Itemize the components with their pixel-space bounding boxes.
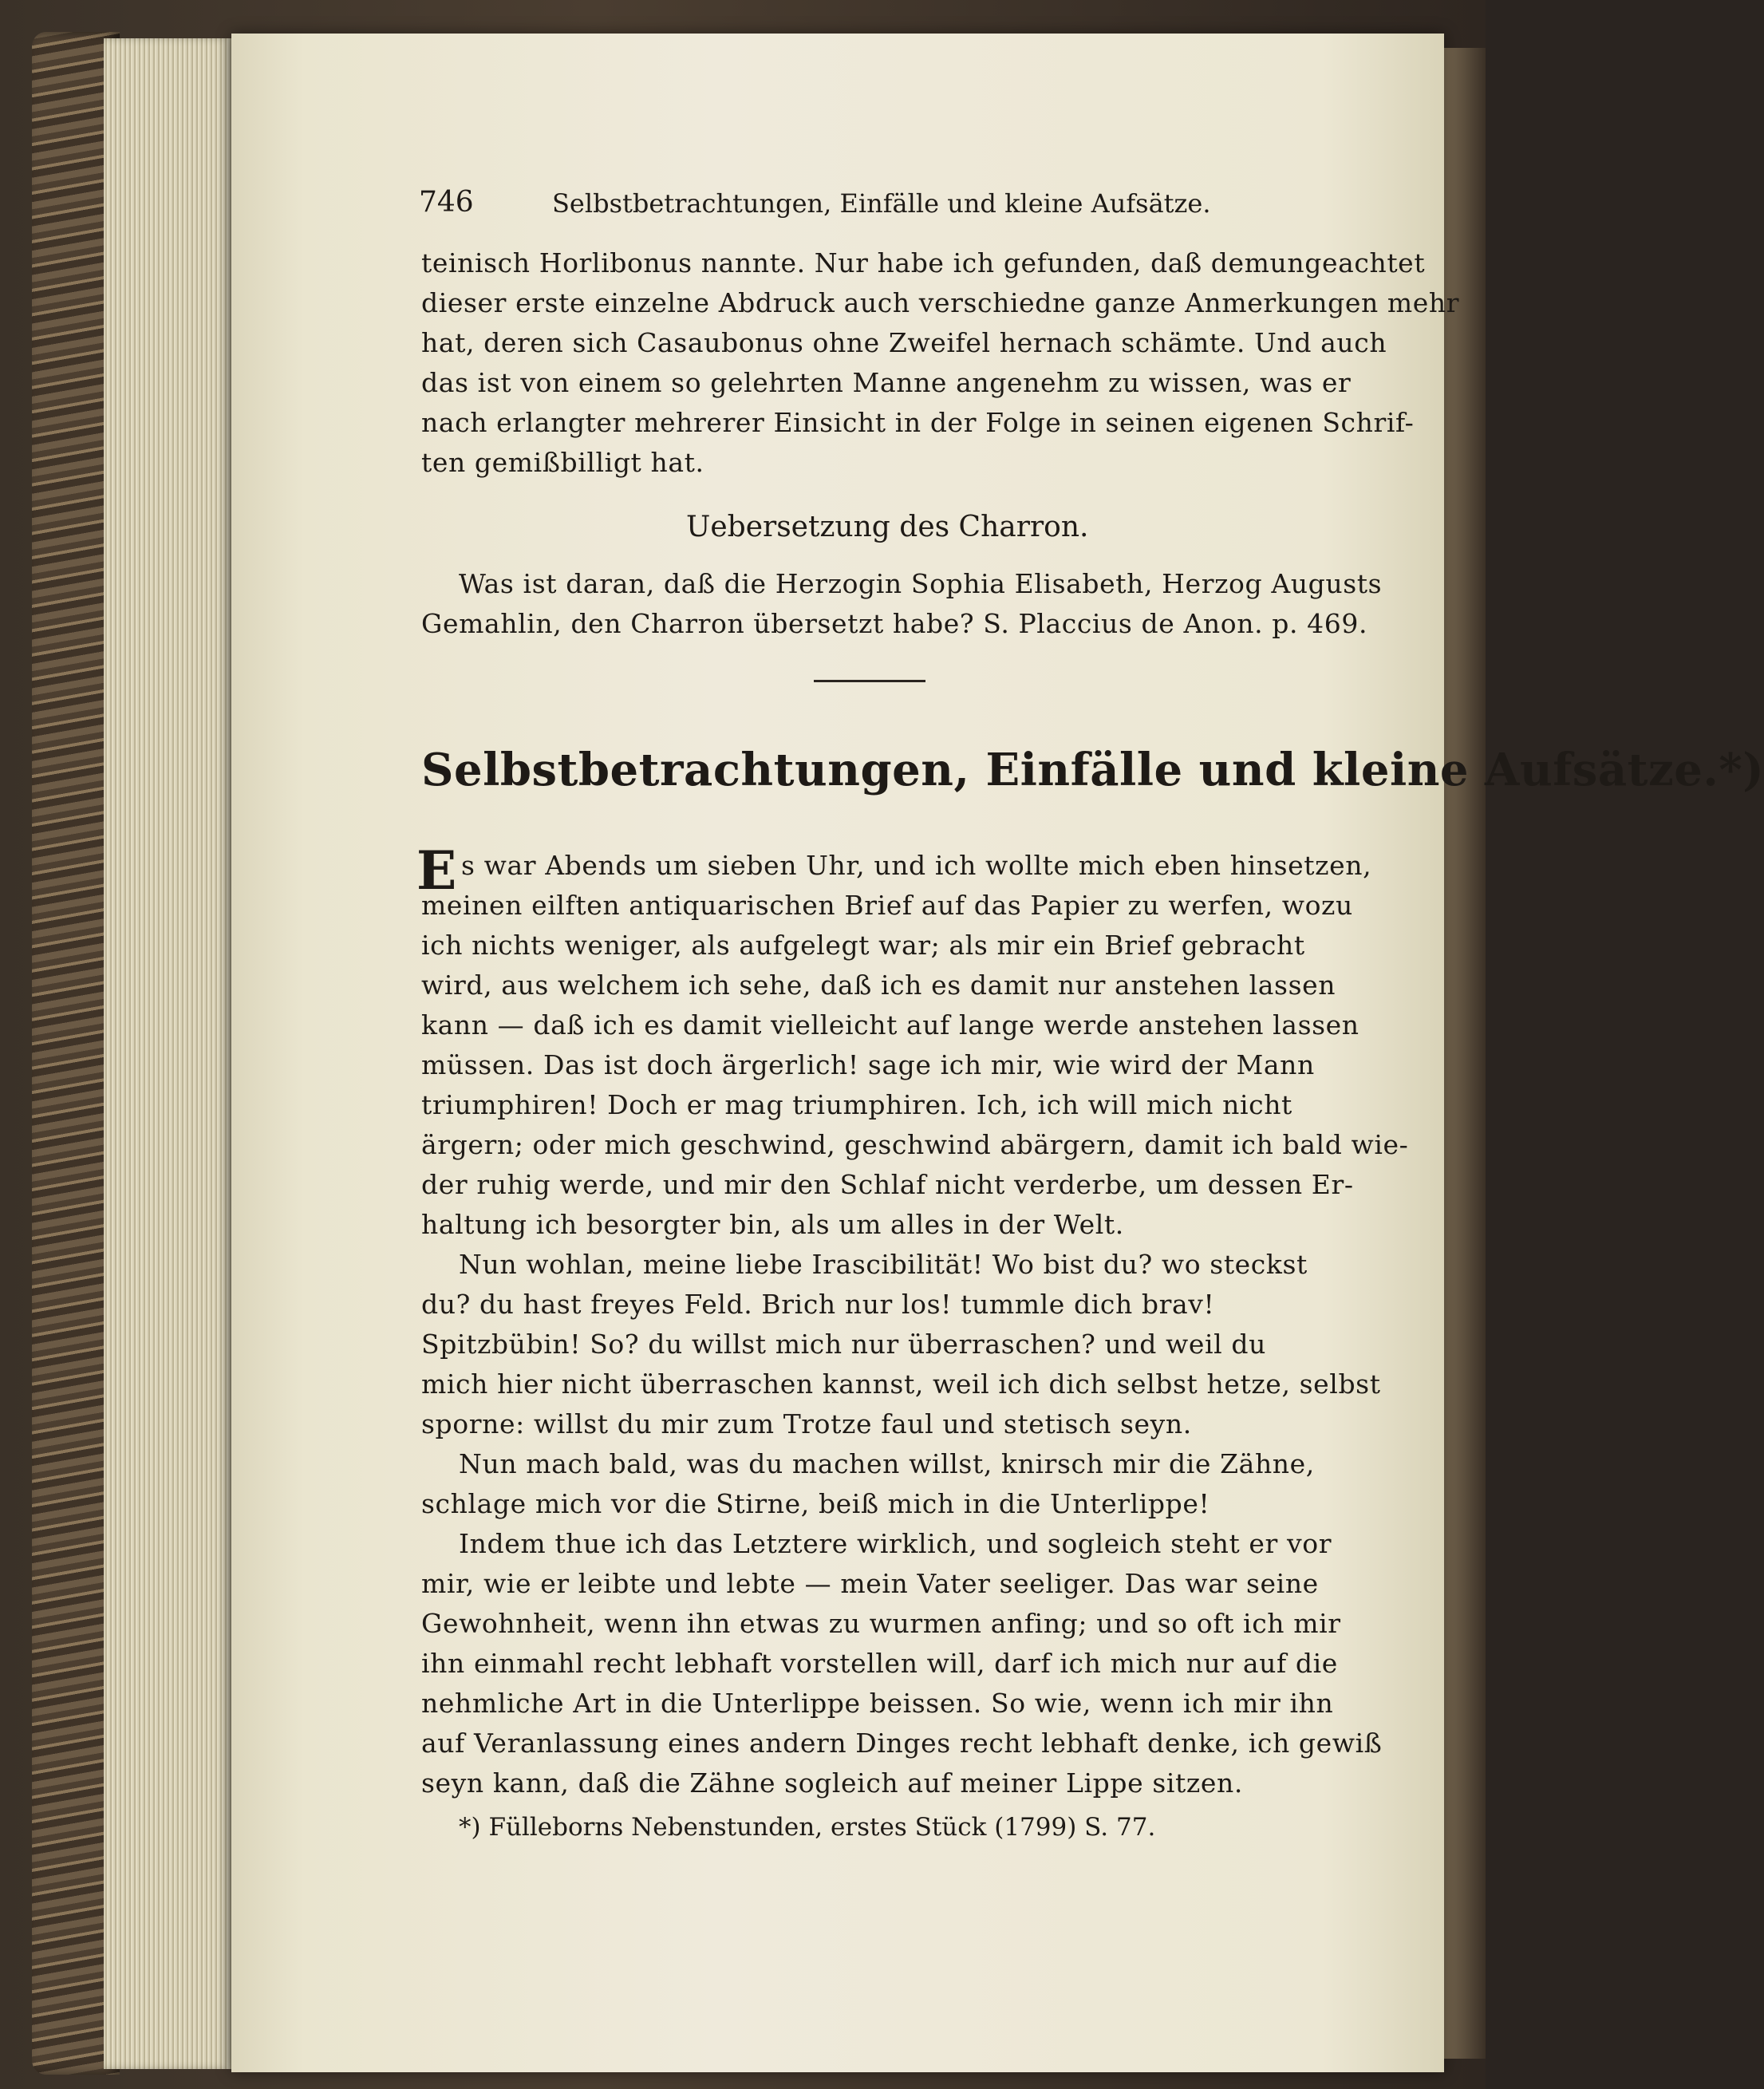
- text-line: teinisch Horlibonus nannte. Nur habe ich gefunden, daß demungeachtet: [421, 247, 1426, 278]
- text-line: Was ist daran, daß die Herzogin Sophia Elisabeth, Herzog Augusts: [459, 568, 1383, 599]
- text-line: müssen. Das ist doch ärgerlich! sage ich mir, wie wird der Mann: [421, 1049, 1315, 1080]
- text-line: Gemahlin, den Charron übersetzt habe? S. Placcius de Anon. p. 469.: [421, 608, 1368, 639]
- text-line: schlage mich vor die Stirne, beiß mich in die Unterlippe!: [421, 1488, 1210, 1519]
- text-line: mich hier nicht überraschen kannst, weil ich dich selbst hetze, selbst: [421, 1368, 1381, 1400]
- text-line: auf Veranlassung eines andern Dinges recht lebhaft denke, ich gewiß: [421, 1728, 1383, 1759]
- text-line: ärgern; oder mich geschwind, geschwind abärgern, damit ich bald wie-: [421, 1129, 1409, 1160]
- text-line: Nun wohlan, meine liebe Irascibilität! Wo bist du? wo steckst: [459, 1249, 1308, 1280]
- text-line: ihn einmahl recht lebhaft vorstellen will, darf ich mich nur auf die: [421, 1648, 1338, 1679]
- text-line: ich nichts weniger, als aufgelegt war; als mir ein Brief gebracht: [421, 930, 1305, 961]
- text-line: sporne: willst du mir zum Trotze faul und stetisch seyn.: [421, 1408, 1192, 1439]
- text-line: Indem thue ich das Letztere wirklich, und sogleich steht er vor: [459, 1528, 1332, 1559]
- text-line: haltung ich besorgter bin, als um alles in der Welt.: [421, 1209, 1124, 1240]
- text-line: s war Abends um sieben Uhr, und ich wollte mich eben hinsetzen,: [461, 850, 1372, 881]
- section-heading: Uebersetzung des Charron.: [686, 511, 1089, 543]
- text-line: hat, deren sich Casaubonus ohne Zweifel hernach schämte. Und auch: [421, 327, 1387, 358]
- text-line: nehmliche Art in die Unterlippe beissen. So wie, wenn ich mir ihn: [421, 1688, 1334, 1719]
- text-line: seyn kann, daß die Zähne sogleich auf meiner Lippe sitzen.: [421, 1767, 1243, 1799]
- facing-page-edge: [1444, 48, 1486, 2059]
- text-line: das ist von einem so gelehrten Manne angenehm zu wissen, was er: [421, 367, 1352, 398]
- text-line: triumphiren! Doch er mag triumphiren. Ich, ich will mich nicht: [421, 1089, 1292, 1120]
- chapter-heading: Selbstbetrachtungen, Einfälle und kleine Aufsätze.*): [421, 744, 1764, 796]
- page-number: 746: [419, 186, 474, 219]
- text-line: nach erlangter mehrerer Einsicht in der Folge in seinen eigenen Schrif-: [421, 407, 1415, 438]
- text-line: Gewohnheit, wenn ihn etwas zu wurmen anfing; und so oft ich mir: [421, 1608, 1341, 1639]
- text-line: du? du hast freyes Feld. Brich nur los! tummle dich brav!: [421, 1289, 1215, 1320]
- text-line: ten gemißbilligt hat.: [421, 447, 704, 478]
- footnote: *) Fülleborns Nebenstunden, erstes Stück (1799) S. 77.: [459, 1813, 1156, 1842]
- text-line: wird, aus welchem ich sehe, daß ich es damit nur anstehen lassen: [421, 969, 1336, 1001]
- running-head: Selbstbetrachtungen, Einfälle und kleine Aufsätze.: [552, 188, 1211, 219]
- text-line: meinen eilften antiquarischen Brief auf das Papier zu werfen, wozu: [421, 890, 1353, 921]
- text-line: dieser erste einzelne Abdruck auch verschiedne ganze Anmerkungen mehr: [421, 287, 1460, 318]
- drop-cap: E: [416, 839, 457, 902]
- text-line: der ruhig werde, und mir den Schlaf nicht verderbe, um dessen Er-: [421, 1169, 1354, 1200]
- text-line: mir, wie er leibte und lebte — mein Vater seeliger. Das war seine: [421, 1568, 1319, 1599]
- text-line: Nun mach bald, was du machen willst, knirsch mir die Zähne,: [459, 1448, 1315, 1479]
- page-block-edge: [104, 38, 231, 2069]
- text-line: kann — daß ich es damit vielleicht auf lange werde anstehen lassen: [421, 1009, 1360, 1041]
- divider-rule: [814, 680, 925, 682]
- text-line: Spitzbübin! So? du willst mich nur überraschen? und weil du: [421, 1329, 1266, 1360]
